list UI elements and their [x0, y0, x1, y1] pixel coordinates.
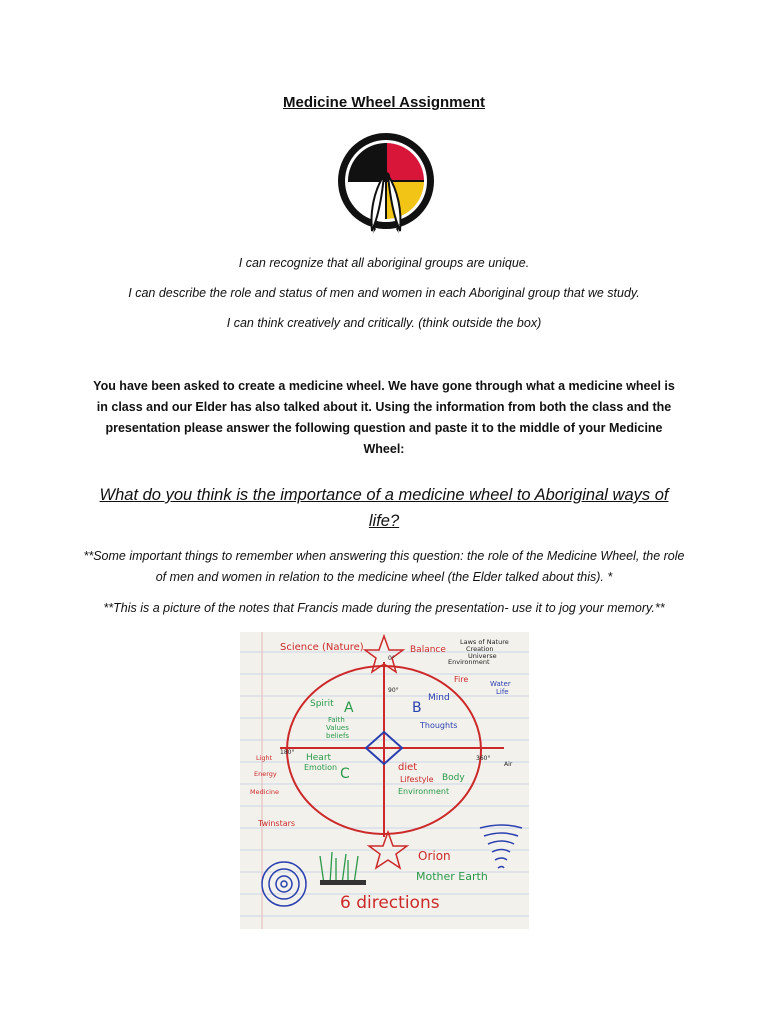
label-mind: Mind [428, 693, 450, 703]
label-balance: Balance [410, 645, 446, 655]
grass-icon [320, 852, 358, 884]
label-quad-b: B [412, 700, 422, 716]
label-quad-a: A [344, 700, 354, 716]
label-creation: Creation [466, 645, 494, 653]
label-environment-top: Environment [448, 658, 490, 666]
label-emotion: Emotion [304, 763, 338, 772]
label-water: Water [490, 680, 511, 688]
handwritten-notes-photo [240, 632, 529, 929]
spiral-icon [262, 862, 306, 906]
label-air: Air [504, 761, 513, 768]
label-science: Science (Nature) [280, 642, 364, 653]
label-orion: Orion [418, 849, 451, 863]
page-title: Medicine Wheel Assignment [283, 94, 485, 111]
label-universe: Universe [468, 652, 497, 660]
reminder-note: **Some important things to remember when answering this question: the role of the Medicine Wheel, the role of men and women in relation to the medicine wheel (the Elder talked about this). * [83, 549, 685, 584]
learning-goal: I can describe the role and status of men and women in each Aboriginal group that we study. [128, 286, 640, 300]
label-values: Values [326, 724, 349, 732]
label-life: Life [496, 688, 509, 696]
label-deg-0: 0° [388, 655, 395, 662]
label-environment: Environment [398, 787, 450, 796]
label-beliefs: beliefs [326, 732, 350, 740]
learning-goal: I can recognize that all aboriginal groups are unique. [238, 256, 530, 270]
assignment-question: What do you think is the importance of a medicine wheel to Aboriginal ways of life? [99, 486, 669, 530]
label-twinstars: Twinstars [258, 819, 296, 828]
medicine-wheel-logo [334, 131, 438, 237]
label-fire: Fire [454, 675, 469, 684]
label-spirit: Spirit [310, 699, 334, 709]
label-heart: Heart [306, 753, 332, 763]
reminder-note: **This is a picture of the notes that Francis made during the presentation- use it to jog your memory.** [103, 601, 665, 615]
assignment-instructions: You have been asked to create a medicine wheel. We have gone through what a medicine wheel is in class and our Elder has also talked about it. Using the information from both the class and the presentation please answer the following question and paste it to the middle of your Medicine Wheel: [93, 379, 675, 456]
label-deg-360: 360° [476, 755, 491, 762]
label-lifestyle: Lifestyle [400, 775, 434, 784]
label-deg-90: 90° [388, 687, 399, 694]
label-laws: Laws of Nature [460, 638, 509, 646]
tornado-icon [480, 825, 522, 868]
label-light: Light [256, 754, 273, 762]
learning-goal: I can think creatively and critically. (think outside the box) [226, 316, 542, 330]
label-medicine: Medicine [250, 788, 280, 796]
label-faith: Faith [328, 716, 345, 724]
label-energy: Energy [254, 770, 277, 778]
label-quad-c: C [340, 766, 350, 782]
label-mother-earth: Mother Earth [416, 870, 488, 883]
label-thoughts: Thoughts [420, 721, 458, 730]
label-body: Body [442, 773, 465, 783]
label-directions: 6 directions [340, 893, 440, 913]
label-deg-180: 180° [280, 749, 295, 756]
label-diet: diet [398, 762, 418, 773]
